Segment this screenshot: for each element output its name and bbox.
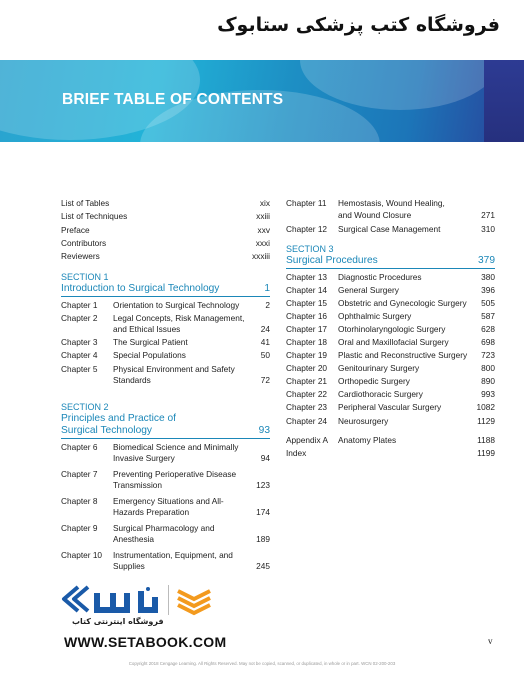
chapter-title: Hemostasis, Wound Healing, and Wound Closure: [338, 198, 445, 220]
chapter-entry[interactable]: [61, 469, 270, 492]
chapter-number: Chapter 8: [61, 495, 98, 506]
chapter-page: 2: [265, 299, 270, 310]
chapter-number: Chapter 9: [61, 522, 98, 533]
chapter-number: Chapter 10: [61, 549, 103, 560]
section-1-chapters: [61, 300, 270, 387]
chapter-page: 587: [481, 310, 495, 321]
section-3-heading[interactable]: [286, 244, 495, 269]
section-title: Surgical Procedures: [286, 254, 378, 266]
chapter-title: Plastic and Reconstructive Surgery: [338, 350, 468, 361]
page-number: v: [488, 636, 493, 646]
chapter-title: Otorhinolaryngologic Surgery: [338, 323, 446, 334]
chapter-title: The Surgical Patient: [113, 337, 188, 348]
chapter-entry[interactable]: [61, 496, 270, 519]
entry-label: List of Tables: [61, 198, 110, 208]
chapter-title: Diagnostic Procedures: [338, 271, 422, 282]
chapter-entry[interactable]: [61, 337, 270, 349]
chapter-entry[interactable]: [61, 313, 270, 336]
chapter-title: Legal Concepts, Risk Management, and Ethical Issues: [113, 312, 245, 335]
chapter-entry[interactable]: [286, 363, 495, 375]
chapter-entry[interactable]: [286, 198, 495, 221]
chapter-page: 1188: [477, 435, 495, 446]
chapter-number: Chapter 14: [286, 284, 328, 295]
entry-label: Reviewers: [61, 251, 100, 262]
chapter-number: Chapter 16: [286, 310, 328, 321]
chapter-title: Genitourinary Surgery: [338, 363, 420, 374]
chapter-entry[interactable]: [286, 285, 495, 297]
entry-page: xxxi: [255, 237, 270, 248]
chapter-entry[interactable]: [61, 364, 270, 387]
chapter-entry[interactable]: [286, 350, 495, 362]
chapter-number: Chapter 11: [286, 198, 327, 208]
section-2-chapters: [61, 442, 270, 573]
setabook-logo[interactable]: [60, 583, 280, 633]
chapter-page: 890: [481, 376, 495, 387]
chapter-title: Emergency Situations and All-Hazards Preparation: [113, 495, 224, 518]
chapter-number: Chapter 7: [61, 468, 98, 479]
chapter-page: 505: [481, 297, 495, 308]
chapter-title: Biomedical Science and Minimally Invasive Surgery: [113, 441, 239, 464]
chapter-number: Chapter 12: [286, 224, 328, 234]
chapter-title: Instrumentation, Equipment, and Supplies: [113, 549, 233, 572]
entry-label: Contributors: [61, 237, 107, 248]
front-matter-list: [61, 198, 270, 263]
chapter-title: Anatomy Plates: [338, 435, 397, 446]
chapter-number: Chapter 20: [286, 363, 328, 374]
chapter-page: 310: [481, 224, 495, 234]
chapter-page: 993: [481, 389, 495, 400]
chapter-page: 271: [481, 209, 495, 220]
chapter-number: Chapter 3: [61, 337, 98, 348]
chapter-page: 723: [481, 350, 495, 361]
chapter-entry[interactable]: [286, 224, 495, 236]
chapter-title: Special Populations: [113, 350, 186, 361]
toc-entry[interactable]: [61, 251, 270, 263]
chapter-title: Physical Environment and Safety Standards: [113, 363, 235, 386]
chapter-number: Chapter 22: [286, 389, 328, 400]
chapter-title: Oral and Maxillofacial Surgery: [338, 336, 449, 347]
chapter-number: Chapter 4: [61, 350, 98, 361]
chapter-page: 50: [260, 350, 270, 361]
chapter-number: Chapter 2: [61, 312, 98, 323]
chapter-page: 380: [481, 271, 495, 282]
chapter-title: Neurosurgery: [338, 415, 389, 426]
logo-tagline: فروشگاه اینترنتی کتاب: [72, 617, 164, 626]
chapter-page: 698: [481, 336, 495, 347]
chapter-entry[interactable]: [286, 376, 495, 388]
entry-page: xxiii: [256, 211, 270, 222]
chapter-entry[interactable]: [286, 298, 495, 310]
store-name: فروشگاه کتب پزشکی ستابوک: [217, 14, 500, 36]
chapter-page: 1129: [477, 415, 495, 426]
chapter-number: Appendix A: [286, 435, 328, 446]
chapter-title: Surgical Pharmacology and Anesthesia: [113, 522, 215, 545]
section-page: 1: [264, 282, 270, 294]
section-title: Principles and Practice of Surgical Technology: [61, 412, 176, 436]
chapter-entry[interactable]: [61, 523, 270, 546]
chapter-page: 396: [481, 284, 495, 295]
section-2-continued-chapters: [286, 198, 495, 236]
entry-page: xix: [259, 198, 270, 208]
chapter-number: Chapter 5: [61, 363, 98, 374]
toc-entry[interactable]: [61, 198, 270, 210]
chapter-page: 72: [260, 375, 270, 386]
chapter-entry[interactable]: [286, 311, 495, 323]
entry-page: xxxiii: [252, 251, 270, 262]
chapter-page: 24: [260, 324, 270, 335]
section-page: 379: [478, 254, 495, 266]
back-matter-list: [286, 435, 495, 460]
section-2-heading[interactable]: [61, 402, 270, 439]
chapter-page: 800: [481, 363, 495, 374]
copyright-notice: Copyright 2018 Cengage Learning. All Rights Reserved. May not be copied, scanned, or duplicated, in whole or in part. WCN 02-200-203: [128, 661, 396, 666]
chapter-entry[interactable]: [286, 416, 495, 428]
banner-strip: [484, 60, 524, 142]
chapter-number: Chapter 1: [61, 299, 98, 310]
chapter-title: Surgical Case Management: [338, 224, 441, 234]
chapter-title: Preventing Perioperative Disease Transmission: [113, 468, 237, 491]
chapter-page: 123: [256, 480, 270, 491]
chapter-entry[interactable]: [286, 324, 495, 336]
website-link[interactable]: WWW.SETABOOK.COM: [64, 634, 227, 650]
appendix-entry[interactable]: [286, 435, 495, 447]
chapter-entry[interactable]: [286, 272, 495, 284]
chapter-number: Chapter 18: [286, 336, 328, 347]
chapter-page: 1082: [476, 402, 495, 413]
chapter-title: Cardiothoracic Surgery: [338, 389, 423, 400]
chapter-page: 41: [260, 337, 270, 348]
chapter-title: Obstetric and Gynecologic Surgery: [338, 297, 467, 308]
chapter-entry[interactable]: [61, 300, 270, 312]
section-label: SECTION 1: [61, 271, 109, 282]
chapter-title: Orientation to Surgical Technology: [113, 299, 240, 310]
section-label: SECTION 3: [286, 243, 334, 254]
chapter-number: Chapter 19: [286, 350, 328, 361]
chapter-number: Chapter 21: [286, 376, 328, 387]
chapter-number: Chapter 23: [286, 402, 328, 413]
chapter-page: 628: [481, 323, 495, 334]
chapter-page: 189: [256, 534, 270, 545]
section-page: 93: [258, 424, 270, 436]
page-title: BRIEF TABLE OF CONTENTS: [62, 91, 284, 108]
logo-mark-icon: [60, 583, 260, 619]
index-entry[interactable]: [286, 448, 495, 460]
chapter-page: 245: [256, 561, 270, 572]
toc-entry[interactable]: [61, 238, 270, 250]
toc-left-column: [61, 198, 270, 574]
chapter-page: 1199: [477, 448, 495, 459]
section-3-chapters: [286, 272, 495, 428]
chapter-number: Chapter 15: [286, 297, 328, 308]
chapter-title: Ophthalmic Surgery: [338, 310, 412, 321]
section-1-heading[interactable]: [61, 272, 270, 297]
chapter-page: 94: [260, 453, 270, 464]
section-title: Introduction to Surgical Technology: [61, 282, 220, 294]
entry-page: xxv: [257, 224, 270, 235]
chapter-entry[interactable]: [61, 442, 270, 465]
chapter-title: Orthopedic Surgery: [338, 376, 410, 387]
chapter-entry[interactable]: [286, 337, 495, 349]
chapter-page: 174: [256, 507, 270, 518]
chapter-entry[interactable]: [286, 389, 495, 401]
toc-entry[interactable]: [61, 211, 270, 223]
chapter-number: Index: [286, 448, 307, 459]
entry-label: Preface: [61, 224, 90, 235]
chapter-entry[interactable]: [61, 550, 270, 573]
chapter-number: Chapter 6: [61, 441, 98, 452]
entry-label: List of Techniques: [61, 211, 128, 222]
toc-entry[interactable]: [61, 225, 270, 237]
header-banner: [0, 60, 524, 142]
section-label: SECTION 2: [61, 401, 109, 412]
chapter-number: Chapter 13: [286, 271, 328, 282]
chapter-entry[interactable]: [286, 402, 495, 414]
chapter-number: Chapter 24: [286, 415, 328, 426]
chapter-number: Chapter 17: [286, 323, 328, 334]
chapter-title: Peripheral Vascular Surgery: [338, 402, 442, 413]
chapter-title: General Surgery: [338, 284, 399, 295]
chapter-entry[interactable]: [61, 350, 270, 362]
toc-right-column: [286, 198, 495, 461]
